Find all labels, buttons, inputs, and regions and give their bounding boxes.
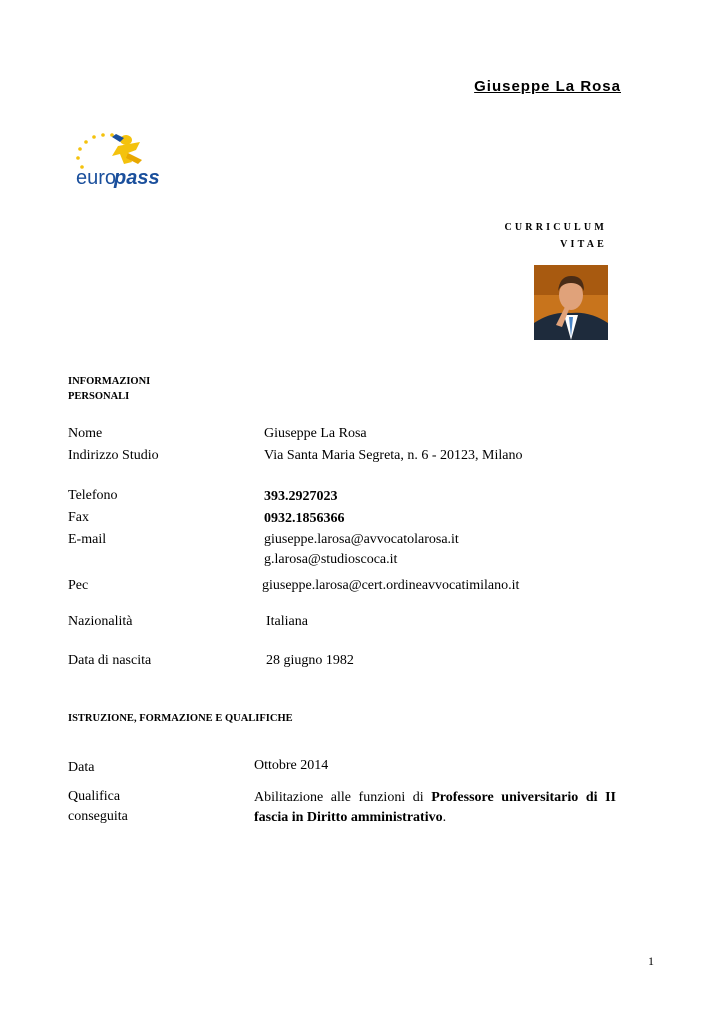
email-value-primary[interactable]: giuseppe.larosa@avvocatolarosa.it	[264, 532, 459, 547]
title-line-1: CURRICULUM	[504, 222, 607, 233]
heading-line-2: PERSONALI	[68, 391, 130, 402]
cv-owner-name: Giuseppe La Rosa	[474, 78, 621, 95]
qualification-label	[68, 787, 128, 827]
figure-icon	[112, 134, 142, 164]
document-title	[504, 219, 607, 253]
fax-label: Fax	[68, 510, 89, 525]
logo-text-pass: pass	[114, 167, 160, 189]
nationality-label: Nazionalità	[68, 614, 133, 629]
page-number: 1	[648, 954, 654, 968]
nationality-value: Italiana	[266, 614, 308, 629]
education-date-label: Data	[68, 760, 95, 775]
personal-info-heading	[68, 374, 150, 404]
qualification-suffix: .	[442, 810, 447, 825]
qualification-label-line-1: Qualifica	[68, 789, 121, 804]
portrait-photo-icon	[534, 265, 608, 340]
logo-text-euro: euro	[76, 167, 117, 189]
profile-photo	[534, 265, 608, 340]
birthdate-value: 28 giugno 1982	[266, 653, 354, 668]
email-label: E-mail	[68, 532, 107, 547]
fax-value: 0932.1856366	[264, 511, 345, 526]
europass-logo	[68, 120, 172, 198]
qualification-title: Professore universitario di II fascia in Diritto amministrativo	[254, 790, 616, 825]
phone-value: 393.2927023	[264, 489, 338, 504]
pec-label: Pec	[68, 578, 89, 593]
phone-label: Telefono	[68, 488, 118, 503]
name-value: Giuseppe La Rosa	[264, 426, 367, 441]
title-line-2: VITAE	[560, 239, 607, 250]
heading-line-1: INFORMAZIONI	[68, 376, 151, 387]
star-circle-icon	[76, 133, 114, 169]
education-date-value: Ottobre 2014	[254, 758, 329, 773]
email-value-secondary[interactable]: g.larosa@studioscoca.it	[264, 552, 398, 567]
europass-logo-graphic	[68, 120, 172, 198]
qualification-label-line-2: conseguita	[68, 809, 128, 824]
address-label: Indirizzo Studio	[68, 448, 159, 463]
address-value: Via Santa Maria Segreta, n. 6 - 20123, Milano	[264, 448, 523, 463]
education-heading: ISTRUZIONE, FORMAZIONE E QUALIFICHE	[68, 713, 293, 724]
pec-value[interactable]: giuseppe.larosa@cert.ordineavvocatimilano.it	[262, 578, 520, 593]
birthdate-label: Data di nascita	[68, 653, 152, 668]
qualification-prefix: Abilitazione alle funzioni di	[254, 790, 432, 805]
name-label: Nome	[68, 426, 103, 441]
qualification-value	[254, 788, 616, 828]
